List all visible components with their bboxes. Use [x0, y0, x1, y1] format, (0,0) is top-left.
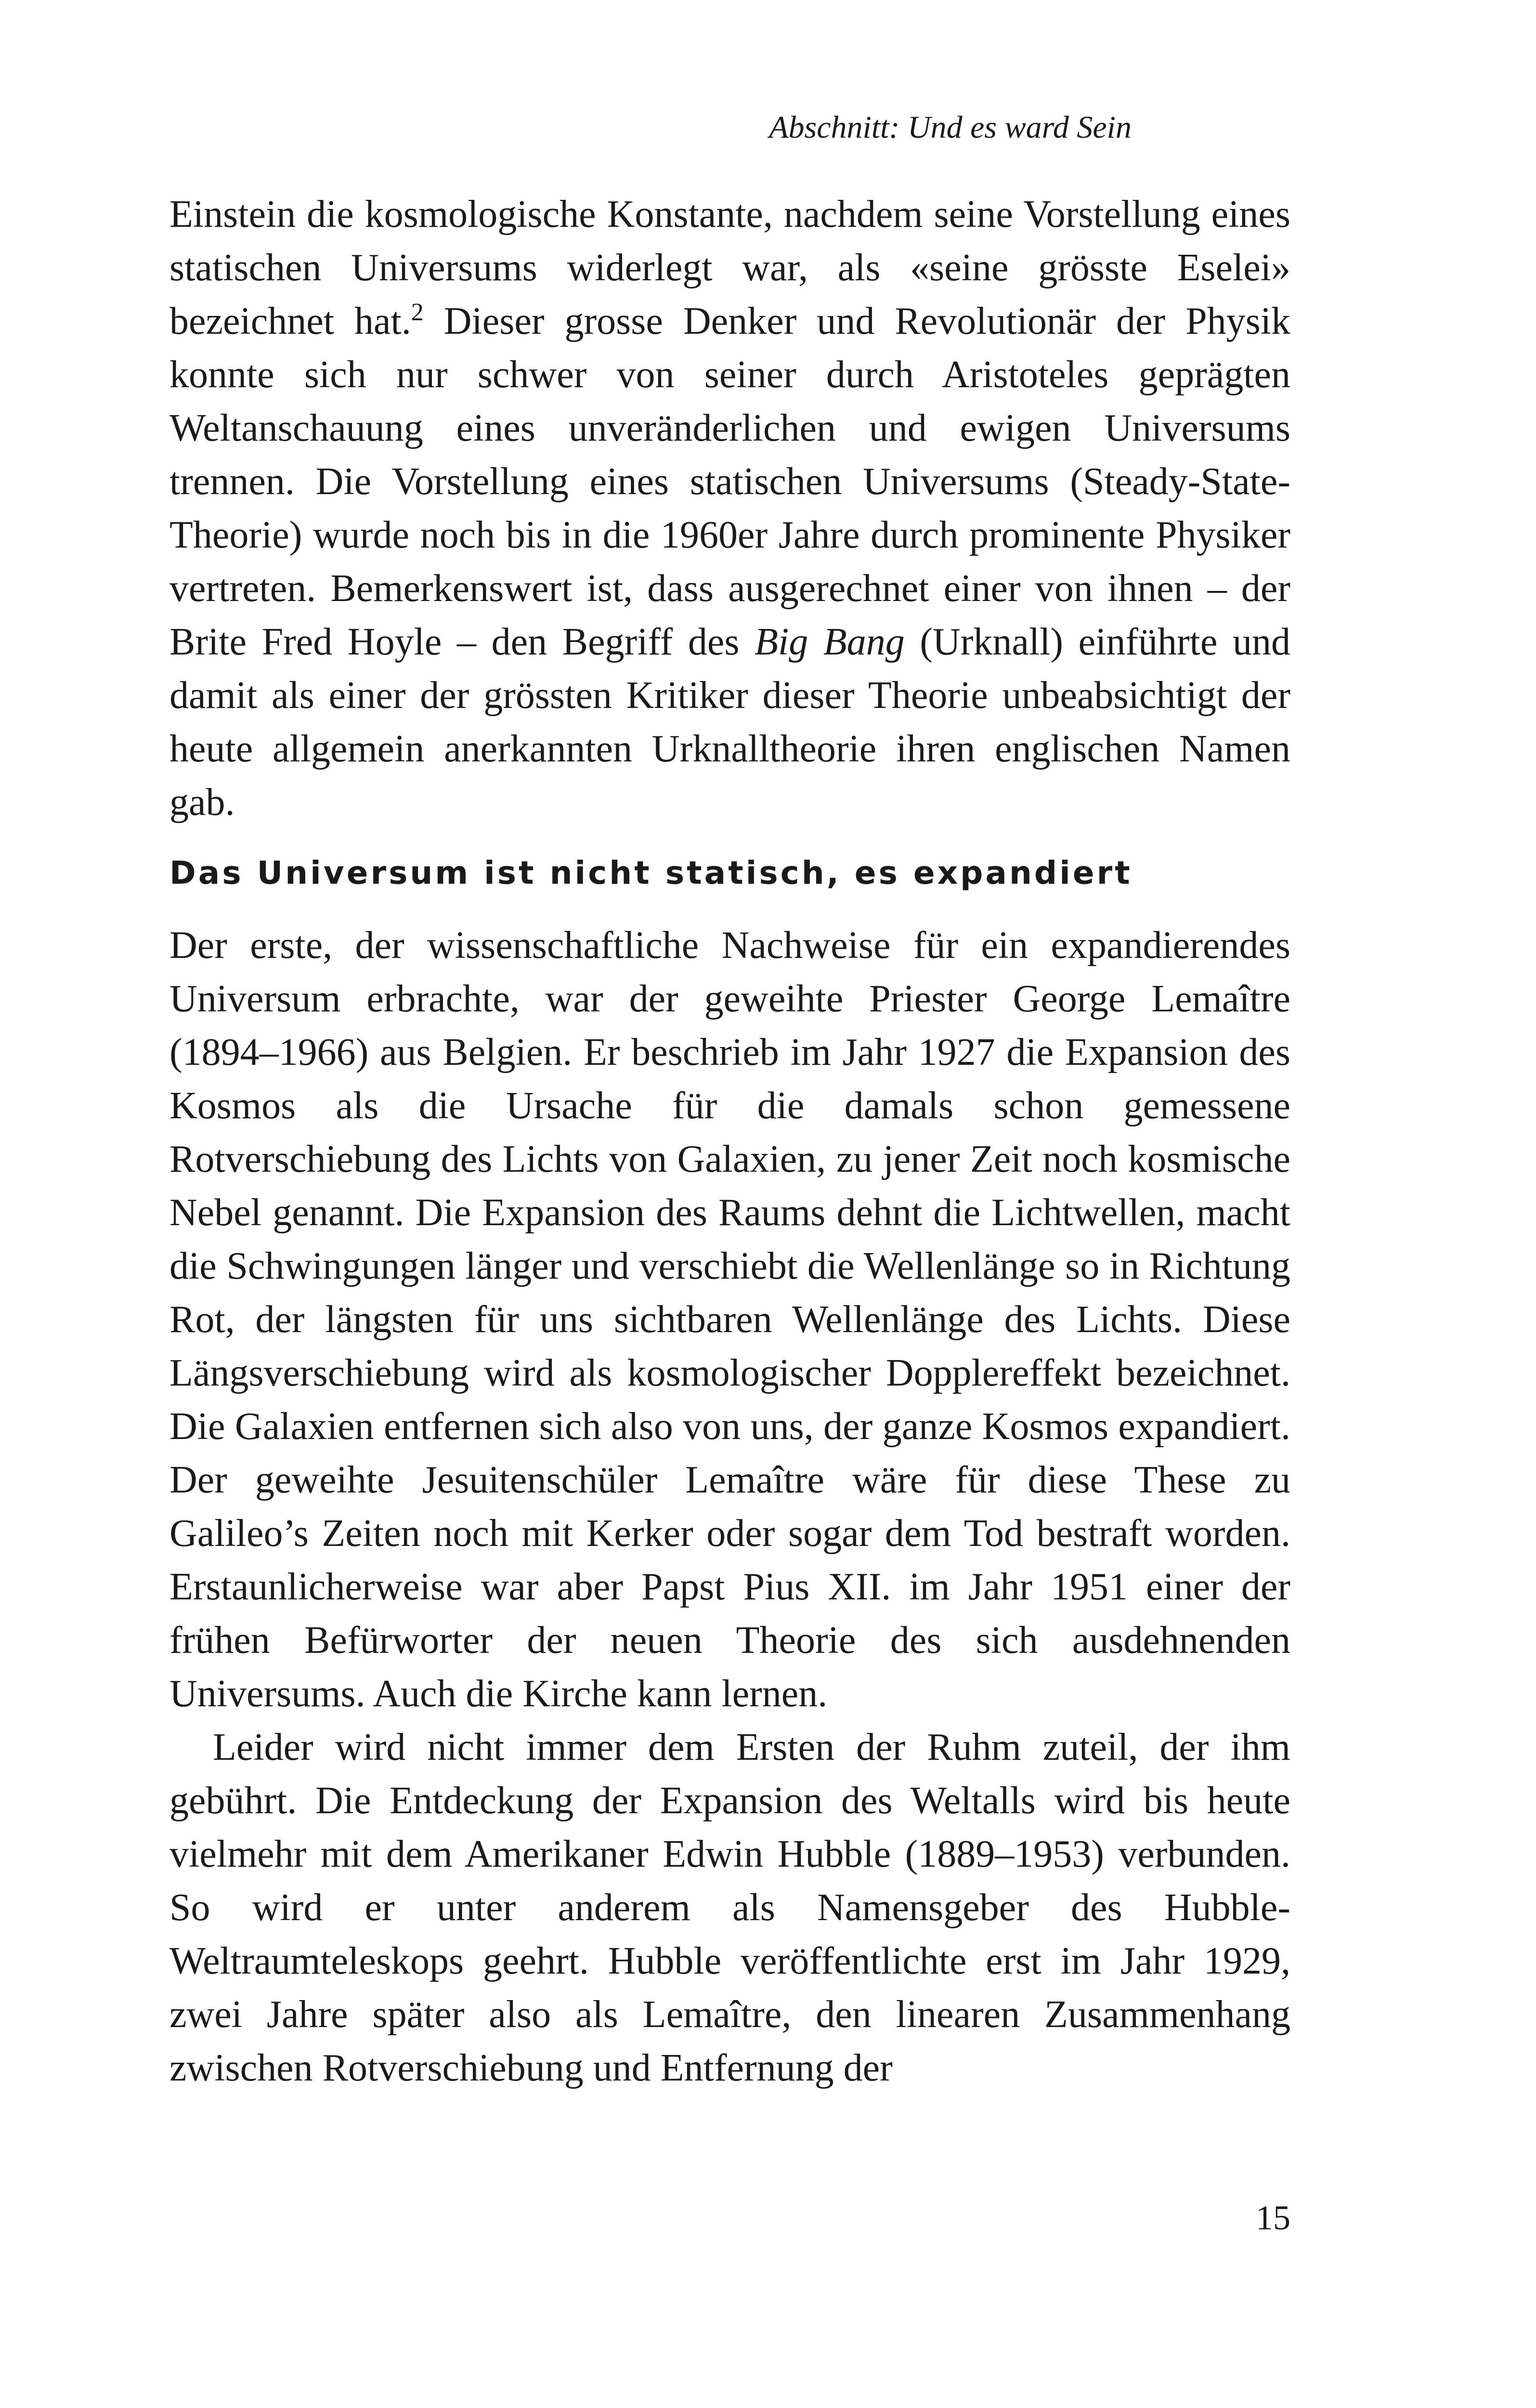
paragraph-einstein-hoyle: [169, 188, 1290, 829]
footnote-reference[interactable]: 2: [411, 299, 424, 326]
page-number: 15: [1256, 2199, 1290, 2237]
italic-term: Big Bang: [755, 621, 905, 663]
paragraph-lemaitre: Der erste, der wissenschaftliche Nachweise für ein expandierendes Universum erbrachte, war der geweihte Priester George Lemaître (1894–1966) aus Belgien. Er beschrieb im Jahr 1927 die Expansion des Kosmos als die Ursache für die damals schon gemessene Rotverschiebung des Lichts von Galaxien, zu jener Zeit noch kosmische Nebel genannt. Die Expansion des Raums dehnt die Lichtwellen, macht die Schwingungen länger und verschiebt die Wellenlänge so in Richtung Rot, der längsten für uns sichtbaren Wellenlänge des Lichts. Diese Längsverschiebung wird als kosmologischer Dopplereffekt bezeichnet. Die Galaxien entfernen sich also von uns, der ganze Kosmos expandiert. Der geweihte Jesuitenschüler Lemaître wäre für diese These zu Galileo’s Zeiten noch mit Kerker oder sogar dem Tod bestraft worden. Erstaunlicherweise war aber Papst Pius XII. im Jahr 1951 einer der frühen Befürworter der neuen Theorie des sich ausdehnenden Universums. Auch die Kirche kann lernen.: [169, 924, 1290, 1715]
body-text: [169, 188, 1290, 2095]
paragraph-text: Einstein die kosmologische Konstante, nachdem seine Vorstellung eines statischen Universums widerlegt war, als «seine grösste Eselei» bezeichnet hat.: [169, 193, 1290, 342]
running-header: Abschnitt: Und es ward Sein: [769, 110, 1132, 145]
section-heading: Das Universum ist nicht statisch, es expandiert: [169, 854, 1132, 891]
paragraph-text: Dieser grosse Denker und Revolutionär der Physik konnte sich nur schwer von seiner durch Aristoteles geprägten Weltanschauung eines unveränderlichen und ewigen Universums trennen. Die Vorstellung eines statischen Universums (Steady-State-Theorie) wurde noch bis in die 1960er Jahre durch prominente Physiker vertreten. Bemerkenswert ist, dass ausgerechnet einer von ihnen – der Brite Fred Hoyle – den Begriff des: [169, 300, 1290, 663]
paragraph-text: (Urknall) einführte und damit als einer der grössten Kritiker dieser Theorie unbeabsichtigt der heute allgemein anerkannten Urknalltheorie ihren englischen Namen gab.: [169, 621, 1291, 824]
paragraph-hubble: Leider wird nicht immer dem Ersten der Ruhm zuteil, der ihm gebührt. Die Entdeckung der Expansion des Weltalls wird bis heute vielmehr mit dem Amerikaner Edwin Hubble (1889–1953) verbunden. So wird er unter anderem als Namensgeber des Hubble-Weltraumteleskops geehrt. Hubble veröffentlichte erst im Jahr 1929, zwei Jahre später also als Lemaître, den linearen Zusammenhang zwischen Rotverschiebung und Entfernung der: [169, 1726, 1290, 2089]
